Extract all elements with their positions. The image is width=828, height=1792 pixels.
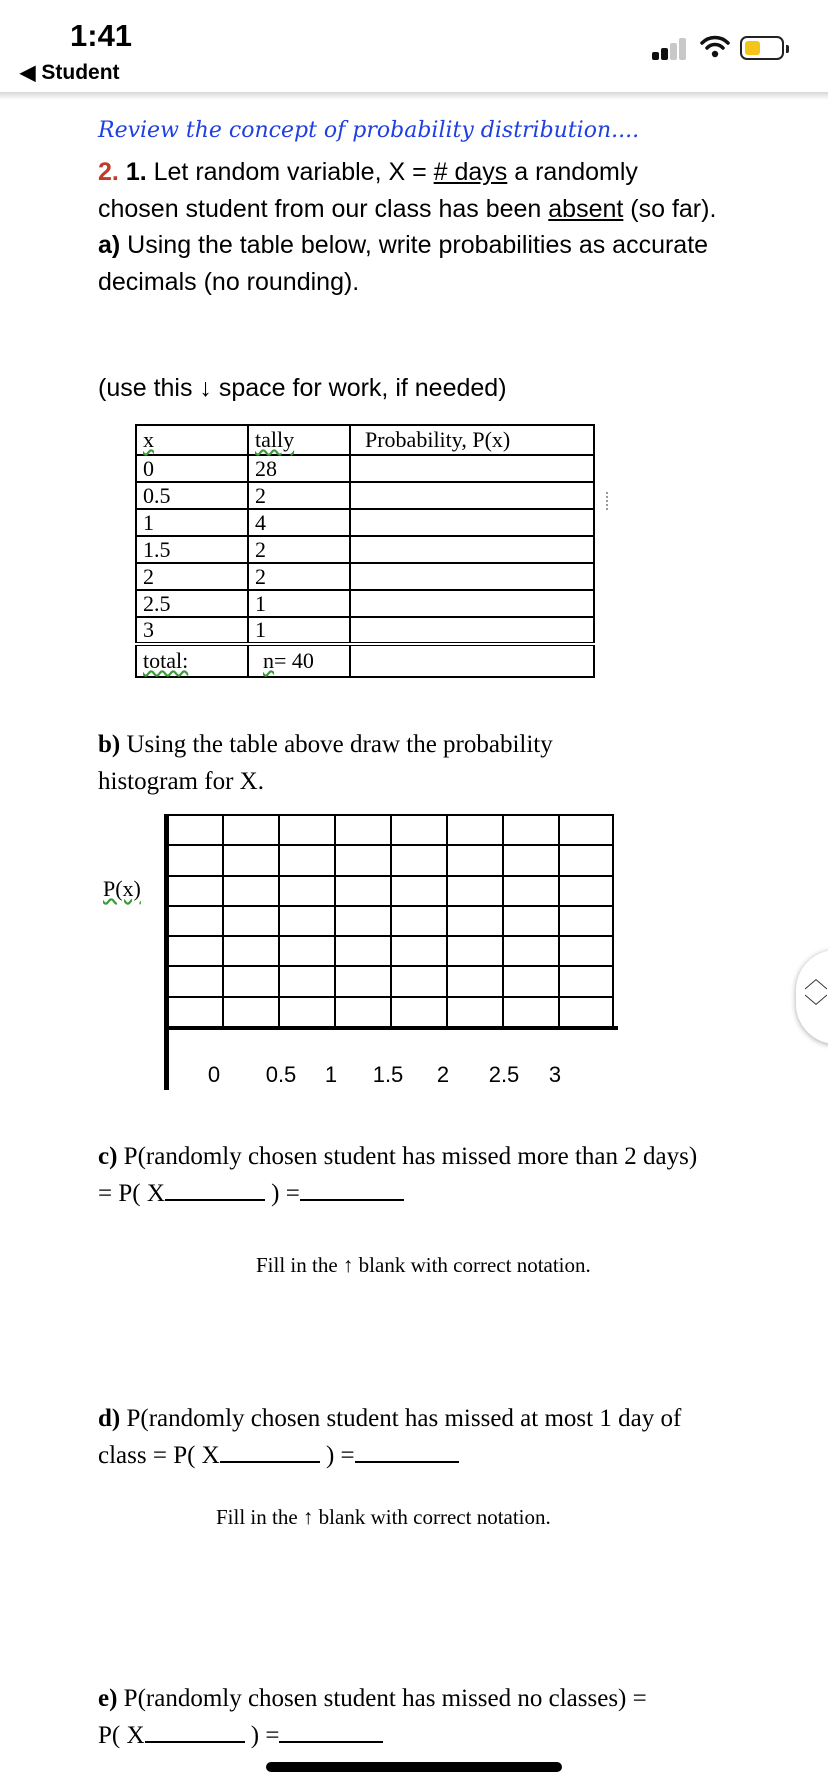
part-b-text: Using the table above draw the probability histogram for X. [98,731,553,795]
part-c-text: P(randomly chosen student has missed more than 2 days) = P( X [98,1143,698,1207]
table-row [136,563,594,590]
status-time: 1:41 [70,18,133,53]
battery-icon [740,36,784,60]
part-e-notation-blank[interactable] [145,1719,245,1743]
y-label-text: P(x) [103,876,141,901]
header-divider [0,92,828,100]
part-b-label: b) [98,731,121,758]
cell-x: 2 [136,563,248,590]
intro-text-2: a randomly chosen student from our class has been [98,158,638,223]
cell-probability[interactable] [350,509,594,536]
cell-x: 0 [136,455,248,482]
histogram-y-axis [164,814,169,1090]
days-term: # days [433,158,508,186]
cell-tally: 2 [248,536,350,563]
cell-x: 0.5 [136,482,248,509]
x-tick-label: 1 [324,1062,338,1087]
intro-text: Let random variable, X = [146,158,434,186]
cell-x: 1 [136,509,248,536]
home-indicator[interactable] [266,1762,562,1772]
part-d-close: ) = [319,1442,355,1469]
cell-x: 1.5 [136,536,248,563]
part-c-label: c) [98,1143,118,1170]
table-total-row [136,644,594,677]
table-row [136,617,594,644]
part-c-close: ) = [264,1180,300,1207]
cell-probability[interactable] [350,455,594,482]
cell-probability[interactable] [350,536,594,563]
x-tick-label: 3 [548,1062,562,1087]
probability-table [135,424,595,678]
part-c-note: Fill in the ↑ blank with correct notation. [256,1253,591,1277]
cell-tally: 4 [248,509,350,536]
table-row [136,590,594,617]
histogram-y-label [103,876,141,902]
grid-line-horizontal [166,965,614,967]
grid-line-horizontal [166,996,614,998]
cell-tally: 28 [248,455,350,482]
back-button[interactable] [20,60,120,85]
x-tick-label: 2.5 [488,1062,520,1087]
total-probability-cell[interactable] [350,644,594,677]
intro-text-3: (so far). [623,194,717,223]
total-value: = 40 [274,648,314,673]
cell-probability[interactable] [350,590,594,617]
grid-line-horizontal [166,814,614,816]
cell-probability[interactable] [350,617,594,644]
cell-probability[interactable] [350,482,594,509]
part-c-answer-blank[interactable] [300,1177,404,1201]
grid-line-horizontal [166,935,614,937]
part-e-question [98,1680,708,1754]
table-row [136,455,594,482]
grid-line-horizontal [166,905,614,907]
absent-term: absent [548,194,624,223]
x-tick-label: 0.5 [265,1062,297,1087]
question-number: 2. [98,158,119,186]
part-c-question [98,1138,708,1212]
part-c-notation-blank[interactable] [165,1177,265,1201]
cell-tally: 1 [248,590,350,617]
review-heading: Review the concept of probability distribution.... [98,118,640,143]
cellular-signal-icon [652,38,690,60]
part-a-text: Using the table below, write probabilities as accurate decimals (no rounding). [98,231,709,296]
chevron-down-icon[interactable]: ﹀ [804,994,828,1021]
part-d-answer-blank[interactable] [355,1439,459,1463]
part-d-text: P(randomly chosen student has missed at most 1 day of class = P( X [98,1405,682,1469]
part-e-text-2: P( X [98,1722,145,1749]
back-label: Student [41,61,120,84]
chevron-up-icon[interactable]: ︿ [804,966,828,993]
part-e-label: e) [98,1685,118,1712]
grid-line-horizontal [166,844,614,846]
back-triangle-icon: ◀ [20,62,36,84]
part-d-label: d) [98,1405,121,1432]
x-tick-label: 2 [436,1062,450,1087]
table-header-row [136,425,594,455]
table-row [136,482,594,509]
header-tally: tally [255,427,295,452]
histogram-x-axis [166,1026,618,1030]
wifi-icon [700,34,730,60]
part-e-close: ) = [244,1722,280,1749]
table-row [136,536,594,563]
part-a-label: a) [98,231,121,259]
header-probability: Probability, P(x) [365,427,511,452]
cell-x: 2.5 [136,590,248,617]
part-d-note: Fill in the ↑ blank with correct notation. [216,1505,551,1529]
x-tick-label: 0 [207,1062,221,1087]
part-d-notation-blank[interactable] [220,1439,320,1463]
margin-mark [606,492,610,510]
work-note: (use this ↓ space for work, if needed) [98,374,507,402]
item-number: 1. [125,158,147,186]
table-row [136,509,594,536]
cell-x: 3 [136,617,248,644]
histogram-grid[interactable] [166,814,614,1026]
cell-tally: 1 [248,617,350,644]
part-d-question [98,1400,708,1474]
cell-tally: 2 [248,482,350,509]
x-tick-label: 1.5 [372,1062,404,1087]
part-e-answer-blank[interactable] [279,1719,383,1743]
header-x: x [143,427,154,452]
cell-tally: 2 [248,563,350,590]
part-e-text: P(randomly chosen student has missed no classes) = [117,1685,647,1712]
grid-line-horizontal [166,875,614,877]
question-intro [98,154,718,300]
page-nav-control[interactable] [796,950,828,1044]
total-n: n [263,648,274,673]
part-b-question [98,726,658,800]
total-label: total: [143,648,189,673]
cell-probability[interactable] [350,563,594,590]
